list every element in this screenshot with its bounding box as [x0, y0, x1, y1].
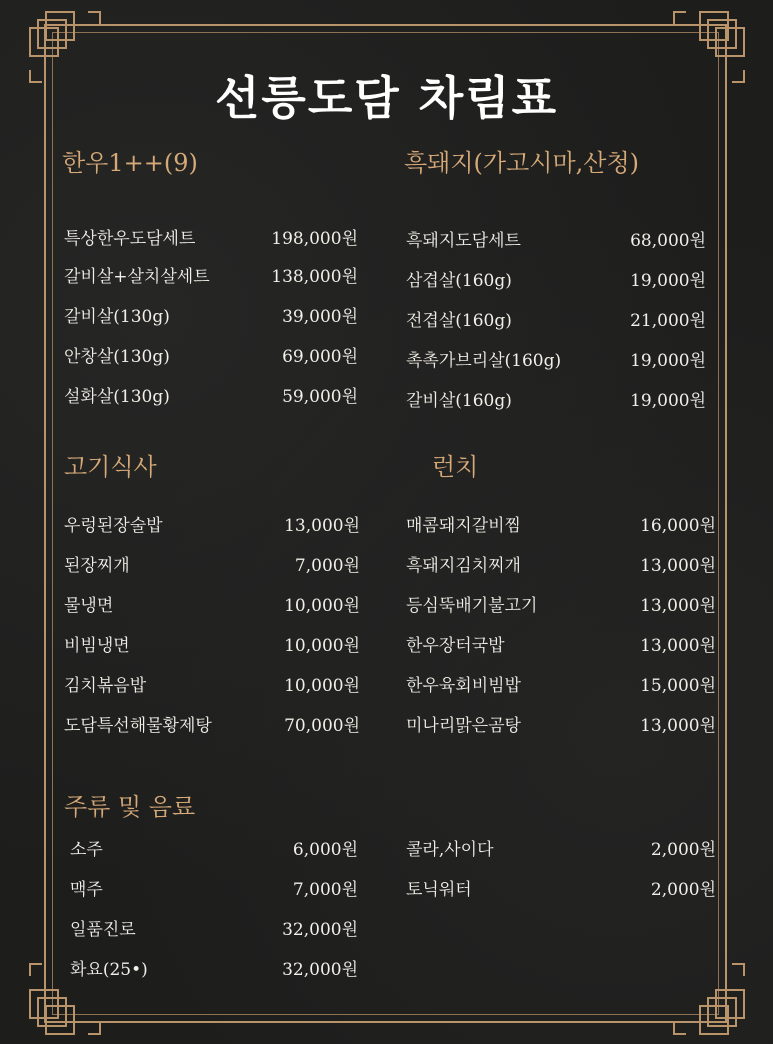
- menu-item-name: 한우장터국밥: [406, 636, 505, 656]
- menu-item-name: 안창살(130g): [64, 347, 170, 367]
- section-title-hanwoo: 한우1++(9): [62, 149, 198, 177]
- menu-item-price: 19,000원: [630, 351, 706, 371]
- menu-item-price: 16,000원: [640, 516, 716, 536]
- menu-item-price: 70,000원: [284, 716, 360, 736]
- menu-title: 선릉도담 차림표: [214, 71, 559, 125]
- menu-item-name: 화요(25•): [70, 960, 148, 980]
- menu-item-price: 2,000원: [650, 840, 716, 860]
- menu-item-name: 흑돼지김치찌개: [406, 556, 521, 576]
- menu-item-name: 소주: [70, 840, 103, 860]
- menu-item-price: 6,000원: [292, 840, 358, 860]
- menu-item-price: 10,000원: [284, 676, 360, 696]
- menu-item-name: 갈비살+살치살세트: [64, 267, 210, 287]
- menu-item-price: 69,000원: [282, 347, 358, 367]
- section-title-drinks: 주류 및 음료: [64, 793, 196, 821]
- section-title-heukdwaeji: 흑돼지(가고시마,산청): [404, 149, 640, 177]
- menu-item-name: 도담특선해물황제탕: [64, 716, 212, 736]
- menu-item-name: 특상한우도담세트: [64, 229, 196, 249]
- menu-item-price: 10,000원: [284, 636, 360, 656]
- section-title-lunch: 런치: [432, 453, 479, 481]
- menu-item-price: 7,000원: [292, 880, 358, 900]
- menu-item-name: 설화살(130g): [64, 387, 170, 407]
- menu-item-price: 32,000원: [282, 920, 358, 940]
- menu-item-name: 등심뚝배기불고기: [406, 596, 538, 616]
- menu-item-name: 미나리맑은곰탕: [406, 716, 521, 736]
- corner-ornament-bottom-right: [672, 962, 746, 1036]
- menu-item-price: 138,000원: [271, 267, 358, 287]
- menu-item-name: 된장찌개: [64, 556, 130, 576]
- menu-item-name: 삼겹살(160g): [406, 271, 512, 291]
- menu-item-name: 물냉면: [64, 596, 114, 616]
- menu-item-price: 13,000원: [640, 556, 716, 576]
- menu-item-name: 전겹살(160g): [406, 311, 512, 331]
- menu-item-name: 김치볶음밥: [64, 676, 147, 696]
- menu-item-price: 15,000원: [640, 676, 716, 696]
- menu-item-name: 갈비살(130g): [64, 307, 170, 327]
- menu-item-price: 32,000원: [282, 960, 358, 980]
- menu-item-name: 한우육회비빔밥: [406, 676, 521, 696]
- menu-item-name: 비빔냉면: [64, 636, 130, 656]
- menu-item-name: 흑돼지도담세트: [406, 231, 521, 251]
- menu-item-name: 매콤돼지갈비찜: [406, 516, 521, 536]
- menu-item-price: 198,000원: [271, 229, 358, 249]
- menu-item-name: 일품진로: [70, 920, 136, 940]
- menu-item-price: 10,000원: [284, 596, 360, 616]
- menu-item-name: 토닉워터: [406, 880, 472, 900]
- menu-item-name: 맥주: [70, 880, 103, 900]
- menu-item-price: 13,000원: [640, 716, 716, 736]
- menu-item-price: 13,000원: [284, 516, 360, 536]
- menu-item-name: 촉촉가브리살(160g): [406, 351, 562, 371]
- menu-item-price: 68,000원: [630, 231, 706, 251]
- menu-item-price: 13,000원: [640, 636, 716, 656]
- menu-item-name: 콜라,사이다: [406, 840, 494, 860]
- menu-item-price: 19,000원: [630, 391, 706, 411]
- menu-item-price: 59,000원: [282, 387, 358, 407]
- menu-item-price: 13,000원: [640, 596, 716, 616]
- menu-item-price: 39,000원: [282, 307, 358, 327]
- menu-item-price: 21,000원: [630, 311, 706, 331]
- menu-item-name: 갈비살(160g): [406, 391, 512, 411]
- section-title-meal: 고기식사: [64, 453, 157, 481]
- menu-item-price: 7,000원: [294, 556, 360, 576]
- menu-item-name: 우렁된장술밥: [64, 516, 163, 536]
- menu-item-price: 19,000원: [630, 271, 706, 291]
- menu-item-price: 2,000원: [650, 880, 716, 900]
